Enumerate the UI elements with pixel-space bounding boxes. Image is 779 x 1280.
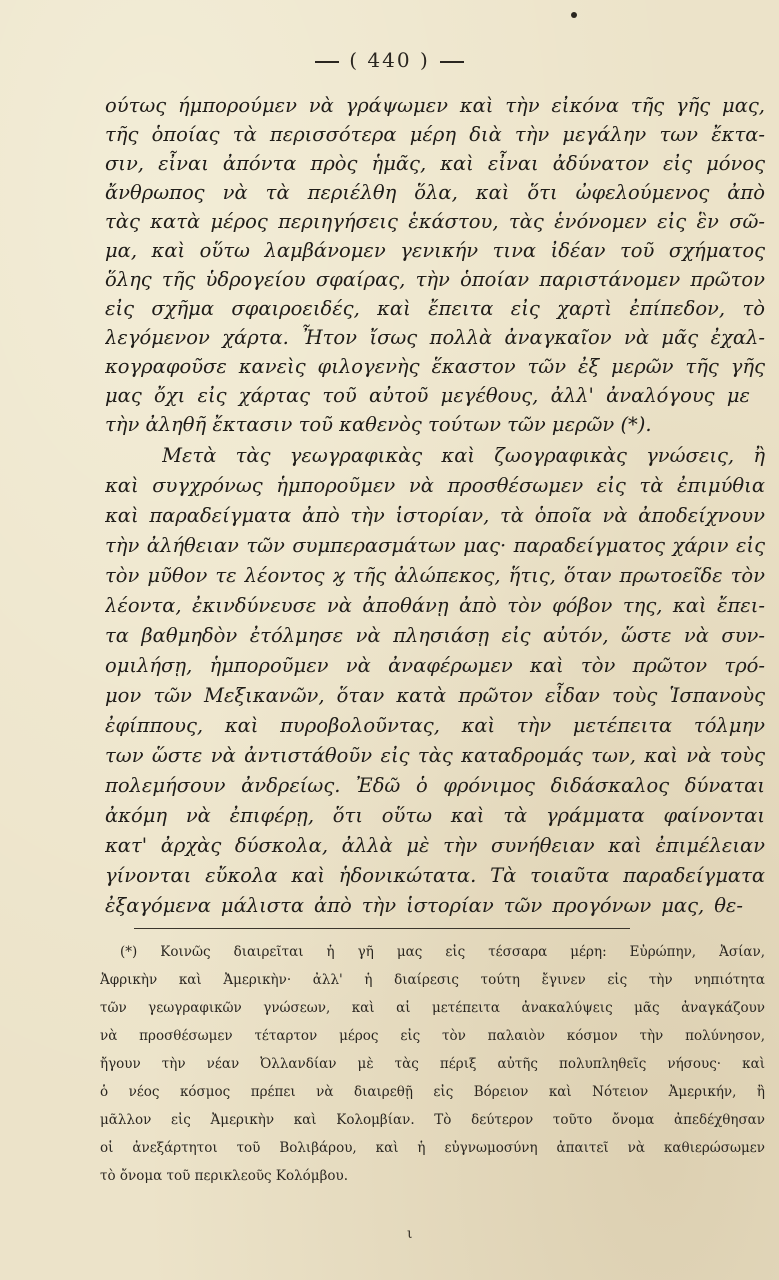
body-line: ομιλήσῃ, ἡμποροῦμεν νὰ ἀναφέρωμεν καὶ τὸν πρῶτον τρό- xyxy=(105,654,765,677)
body-line: ἐφίππους, καὶ πυροβολοῦντας, καὶ τὴν μετέπειτα τόλμην xyxy=(105,714,765,737)
body-line: γίνονται εὔκολα καὶ ἡδονικώτατα. Τὰ τοιαῦτα παραδείγματα xyxy=(105,864,765,887)
footnote-line: ἤγουν τὴν νέαν Ὀλλανδίαν μὲ τὰς πέριξ αὐτῆς πολυπληθεῖς νήσους· καὶ xyxy=(100,1056,765,1072)
footnote-rule xyxy=(134,928,630,929)
body-line: τὸν μῦθον τε λέοντος ϗ τῆς ἀλώπεκος, ἥτις, ὅταν πρωτοεῖδε τὸν xyxy=(105,564,765,587)
body-line: λεγόμενον χάρτα. Ἦτον ἴσως πολλὰ ἀναγκαῖον νὰ μᾶς ἐχαλ- xyxy=(105,326,765,349)
footnote-line: τῶν γεωγραφικῶν γνώσεων, καὶ αἱ μετέπειτα ἀνακαλύψεις μᾶς ἀναγκάζουν xyxy=(100,1000,765,1016)
body-line: ἐξαγόμενα μάλιστα ἀπὸ τὴν ἱστορίαν τῶν προγόνων μας, θε- xyxy=(105,894,743,917)
footnote-line: (*) Κοινῶς διαιρεῖται ἡ γῆ μας εἰς τέσσαρα μέρη: Εὐρώπην, Ἀσίαν, xyxy=(120,944,765,960)
footnote-line: οἱ ἀνεξάρτητοι τοῦ Βολιβάρου, καὶ ἡ εὐγνωμοσύνη ἀπαιτεῖ νὰ καθιερώσωμεν xyxy=(100,1140,765,1156)
body-line: μας ὄχι εἰς χάρτας τοῦ αὐτοῦ μεγέθους, ἀλλ' ἀναλόγους με xyxy=(105,384,750,407)
footnote-line: τὸ ὄνομα τοῦ περικλεοῦς Κολόμβου. xyxy=(100,1168,348,1184)
body-line: κογραφοῦσε κανεὶς φιλογενὴς ἕκαστον τῶν ἐξ μερῶν τῆς γῆς xyxy=(105,355,765,378)
body-line: εἰς σχῆμα σφαιροειδές, καὶ ἔπειτα εἰς χαρτὶ ἐπίπεδον, τὸ xyxy=(105,297,765,320)
header-dash-left xyxy=(315,61,339,63)
body-line: ούτως ήμπορούμεν νὰ γράψωμεν καὶ τὴν εἰκόνα τῆς γῆς μας, xyxy=(105,94,765,117)
page-number-header xyxy=(0,48,779,72)
footnote-line: Ἀφρικὴν καὶ Ἀμερικὴν· ἀλλ' ἡ διαίρεσις τούτη ἔγινεν εἰς τὴν νηπιότητα xyxy=(100,972,765,988)
page-number: ( 440 ) xyxy=(349,48,430,72)
body-line: Μετὰ τὰς γεωγραφικὰς καὶ ζωογραφικὰς γνώσεις, ἢ xyxy=(162,444,765,467)
body-line: σιν, εἶναι ἀπόντα πρὸς ἡμᾶς, καὶ εἶναι ἀδύνατον εἰς μόνος xyxy=(105,152,765,175)
footnote-line: ὁ νέος κόσμος πρέπει νὰ διαιρεθῇ εἰς Βόρειον καὶ Νότειον Ἀμερικήν, ἢ xyxy=(100,1084,765,1100)
body-line: πολεμήσουν ἀνδρείως. Ἐδῶ ὁ φρόνιμος διδάσκαλος δύναται xyxy=(105,774,765,797)
body-line: ὅλης τῆς ὑδρογείου σφαίρας, τὴν ὁποίαν παριστάνομεν πρῶτον xyxy=(105,268,765,291)
body-line: των ὥστε νὰ ἀντιστάθοῦν εἰς τὰς καταδρομάς των, καὶ νὰ τοὺς xyxy=(105,744,765,767)
body-line: μα, καὶ οὕτω λαμβάνομεν γενικήν τινα ἰδέαν τοῦ σχήματος xyxy=(105,239,765,262)
body-line: ἄνθρωπος νὰ τὰ περιέλθη ὅλα, καὶ ὅτι ὠφελούμενος ἀπὸ xyxy=(105,181,765,204)
body-line: ἀκόμη νὰ ἐπιφέρῃ, ὅτι οὕτω καὶ τὰ γράμματα φαίνονται xyxy=(105,804,765,827)
body-line: λέοντα, ἐκινδύνευσε νὰ ἀποθάνῃ ἀπὸ τὸν φόβον της, καὶ ἔπει- xyxy=(105,594,765,617)
body-line: τὴν ἀλήθειαν τῶν συμπερασμάτων μας· παραδείγματος χάριν εἰς xyxy=(105,534,765,557)
body-line: τῆς ὁποίας τὰ περισσότερα μέρη διὰ τὴν μεγάλην των ἔκτα- xyxy=(105,123,765,146)
header-dash-right xyxy=(440,61,464,63)
body-line: μον τῶν Μεξικανῶν, ὅταν κατὰ πρῶτον εἶδαν τοὺς Ἱσπανοὺς xyxy=(105,684,765,707)
body-line: καὶ συγχρόνως ἡμποροῦμεν νὰ προσθέσωμεν εἰς τὰ ἐπιμύθια xyxy=(105,474,765,497)
body-line: κατ' ἀρχὰς δύσκολα, ἀλλὰ μὲ τὴν συνήθειαν καὶ ἐπιμέλειαν xyxy=(105,834,765,857)
footnote-line: μᾶλλον εἰς Ἀμερικὴν καὶ Κολομβίαν. Τὸ δεύτερον τοῦτο ὄνομα ἀπεδέχθησαν xyxy=(100,1112,765,1128)
ink-dot xyxy=(571,12,577,18)
body-line: τα βαθμηδὸν ἐτόλμησε νὰ πλησιάσῃ εἰς αὐτόν, ὥστε νὰ συν- xyxy=(105,624,765,647)
body-line: τὴν ἀληθῆ ἔκτασιν τοῦ καθενὸς τούτων τῶν μερῶν (*). xyxy=(105,413,652,436)
body-line: τὰς κατὰ μέρος περιηγήσεις ἑκάστου, τὰς ἑνόνομεν εἰς ἓν σῶ- xyxy=(105,210,765,233)
signature-mark: ι xyxy=(407,1226,413,1242)
body-line: καὶ παραδείγματα ἀπὸ τὴν ἱστορίαν, τὰ ὁποῖα νὰ ἀποδείχνουν xyxy=(105,504,765,527)
footnote-line: νὰ προσθέσωμεν τέταρτον μέρος εἰς τὸν παλαιὸν κόσμον τὴν πολύνησον, xyxy=(100,1028,765,1044)
